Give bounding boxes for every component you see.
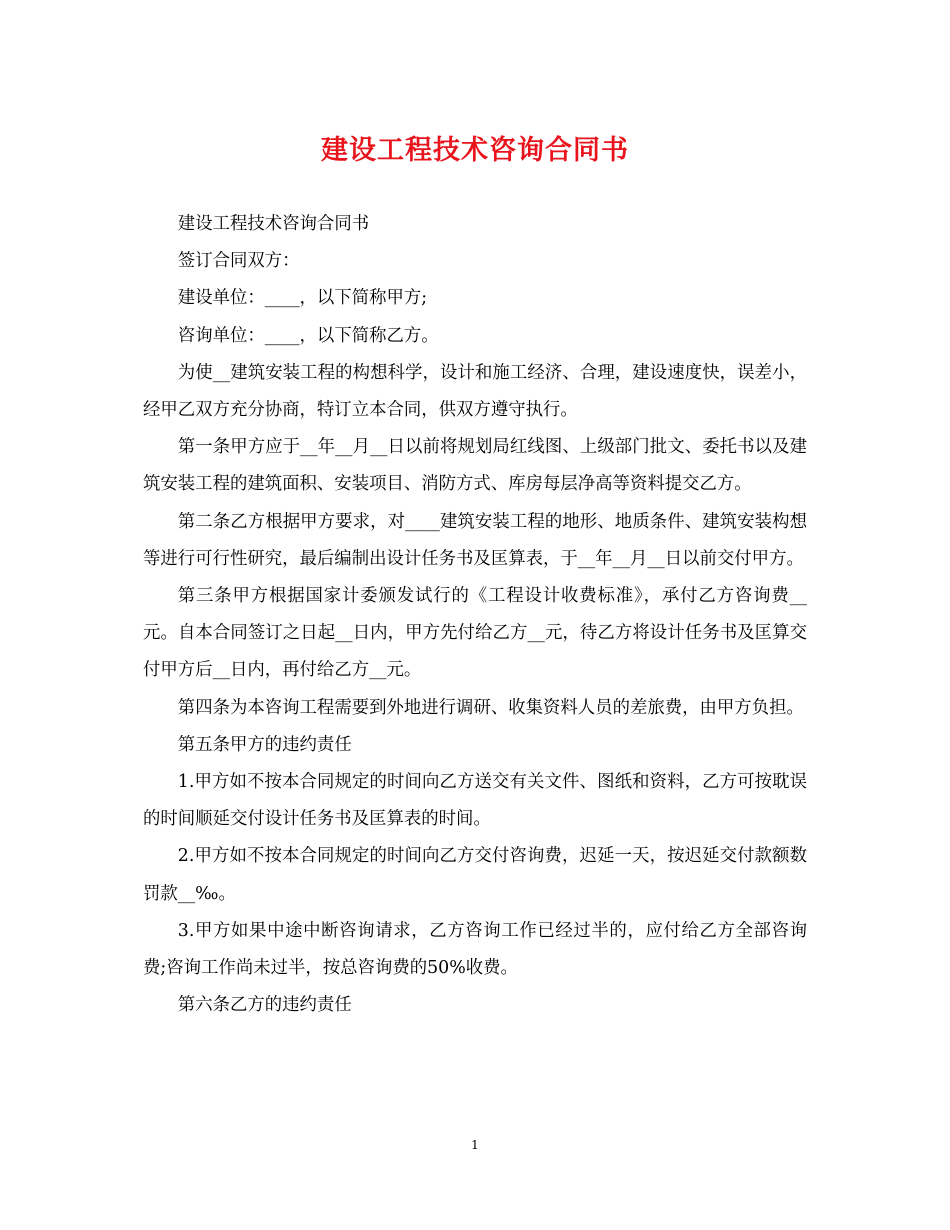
document-body [143, 206, 807, 1024]
document-title: 建设工程技术咨询合同书 [321, 135, 629, 166]
paragraph: 第一条甲方应于__年__月__日以前将规划局红线图、上级部门批文、委托书以及建筑安装工程的建筑面积、安装项目、消防方式、库房每层净高等资料提交乙方。 [143, 437, 807, 495]
paragraph: 2.甲方如不按本合同规定的时间向乙方交付咨询费，迟延一天，按迟延交付款额数罚款__‰。 [143, 846, 807, 904]
paragraph: 第五条甲方的违约责任 [177, 734, 352, 755]
paragraph: 为使__建筑安装工程的构想科学，设计和施工经济、合理，建设速度快，误差小，经甲乙双方充分协商，特订立本合同，供双方遵守执行。 [143, 362, 807, 421]
paragraph: 第四条为本咨询工程需要到外地进行调研、收集资料人员的差旅费，由甲方负担。 [177, 697, 804, 718]
paragraph: 咨询单位：____，以下简称乙方。 [177, 325, 439, 346]
paragraph: 签订合同双方： [177, 251, 300, 272]
paragraph: 第六条乙方的违约责任 [177, 995, 352, 1016]
page-number: 1 [471, 1138, 479, 1152]
paragraph: 第三条甲方根据国家计委颁发试行的《工程设计收费标准》，承付乙方咨询费__元。自本合同签订之日起__日内，甲方先付给乙方__元，待乙方将设计任务书及匡算交付甲方后__日内，再付给乙方__元。 [143, 586, 807, 681]
paragraph: 建设工程技术咨询合同书 [177, 214, 370, 234]
paragraph: 1.甲方如不按本合同规定的时间向乙方送交有关文件、图纸和资料，乙方可按耽误的时间顺延交付设计任务书及匡算表的时间。 [143, 772, 807, 830]
paragraph: 建设单位：____，以下简称甲方; [177, 288, 428, 309]
paragraph: 3.甲方如果中途中断咨询请求，乙方咨询工作已经过半的，应付给乙方全部咨询费;咨询工作尚未过半，按总咨询费的50%收费。 [143, 920, 807, 979]
paragraph: 第二条乙方根据甲方要求，对____建筑安装工程的地形、地质条件、建筑安装构想等进行可行性研究，最后编制出设计任务书及匡算表，于__年__月__日以前交付甲方。 [143, 511, 807, 569]
